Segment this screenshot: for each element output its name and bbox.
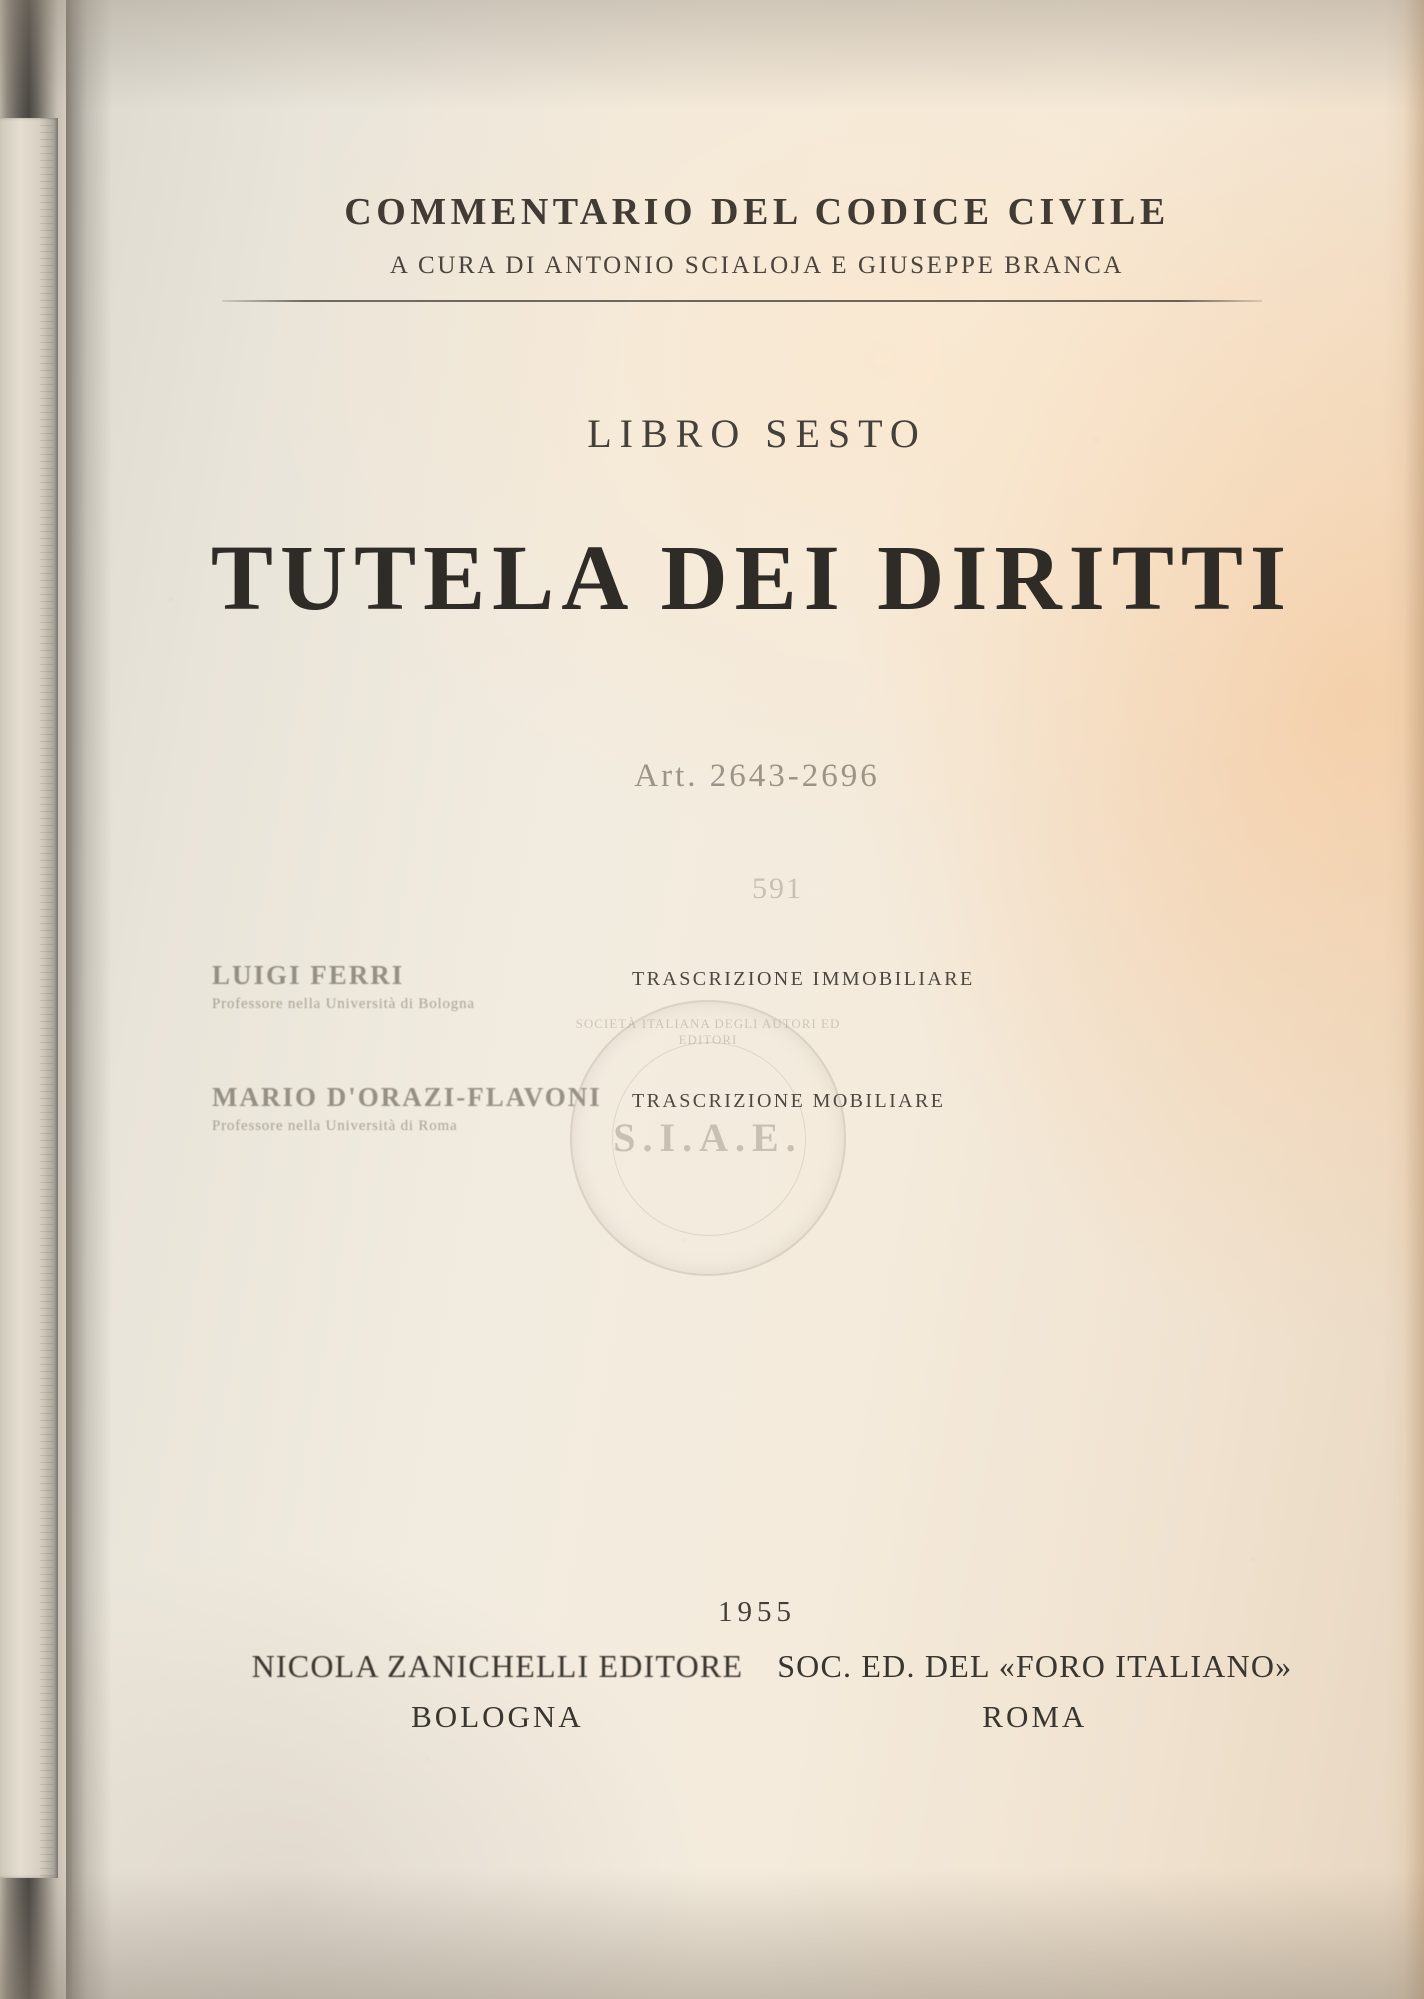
title-page-content xyxy=(112,0,1384,1999)
author-topic: TRASCRIZIONE IMMOBILIARE xyxy=(632,968,975,990)
publication-year: 1955 xyxy=(718,1596,796,1628)
publisher-entry xyxy=(252,1648,744,1735)
book-label: LIBRO SESTO xyxy=(587,411,927,456)
pencil-annotation: 591 xyxy=(752,872,803,905)
author-affiliation: Professore nella Università di Bologna xyxy=(212,996,475,1012)
series-title: COMMENTARIO DEL CODICE CIVILE xyxy=(344,191,1170,233)
publisher-city: BOLOGNA xyxy=(411,1699,584,1734)
right-page-shadow xyxy=(1384,0,1424,1999)
articles-range: Art. 2643-2696 xyxy=(634,758,880,794)
author-affiliation: Professore nella Università di Roma xyxy=(212,1118,458,1134)
publisher-name: SOC. ED. DEL «FORO ITALIANO» xyxy=(777,1648,1293,1684)
author-topic: TRASCRIZIONE MOBILIARE xyxy=(632,1090,946,1112)
gutter-shadow xyxy=(66,0,112,1999)
publisher-city: ROMA xyxy=(982,1699,1088,1734)
embossed-stamp xyxy=(570,1000,846,1276)
author-name: MARIO D'ORAZI-FLAVONI xyxy=(212,1082,602,1112)
publisher-name: NICOLA ZANICHELLI EDITORE xyxy=(251,1648,744,1684)
publisher-entry xyxy=(777,1648,1292,1735)
stamp-ring-text: SOCIETÀ ITALIANA DEGLI AUTORI ED EDITORI xyxy=(575,1016,841,1047)
series-editors: A CURA DI ANTONIO SCIALOJA E GIUSEPPE BRANCA xyxy=(389,252,1125,279)
page-edge-texture xyxy=(40,118,54,1878)
author-name: LUIGI FERRI xyxy=(212,960,405,990)
stamp-center-text: S.I.A.E. xyxy=(613,1115,803,1160)
publishers xyxy=(172,1648,1372,1735)
horizontal-rule xyxy=(222,300,1262,302)
page-title: TUTELA DEI DIRITTI xyxy=(210,527,1294,630)
